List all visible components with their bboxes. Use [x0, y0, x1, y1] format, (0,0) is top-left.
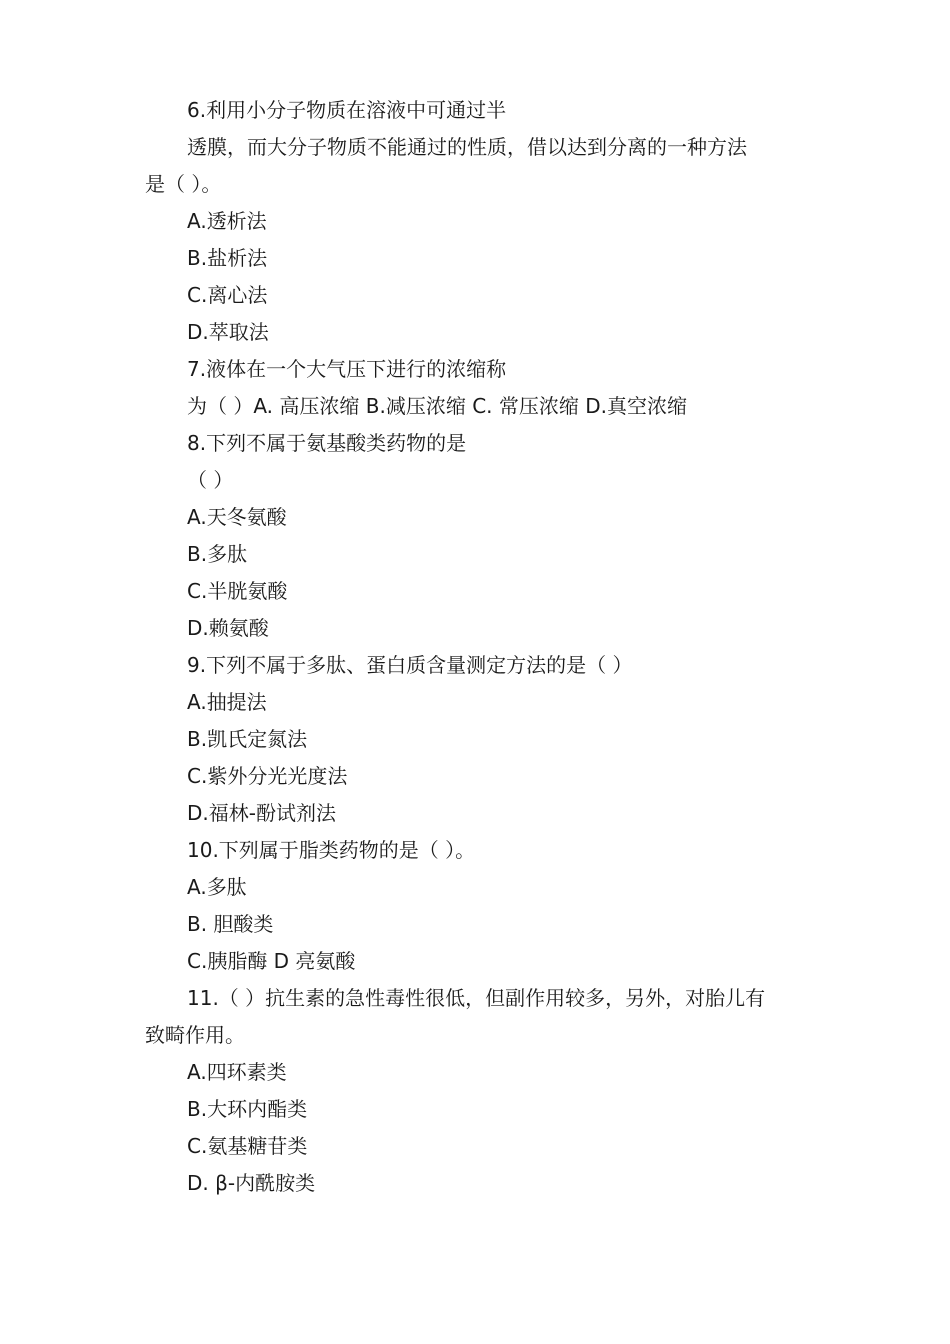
question-7-stem-line-1: 7.液体在一个大气压下进行的浓缩称 [187, 357, 507, 381]
question-8-option-c: C.半胱氨酸 [187, 579, 288, 603]
question-6-option-a: A.透析法 [187, 209, 267, 233]
question-9-stem: 9.下列不属于多肽、蛋白质含量测定方法的是（ ） [187, 653, 633, 677]
question-9-option-b: B.凯氏定氮法 [187, 727, 308, 751]
question-9-option-c: C.紫外分光光度法 [187, 764, 348, 788]
question-11-option-c: C.氨基糖苷类 [187, 1134, 308, 1158]
question-8-option-a: A.天冬氨酸 [187, 505, 287, 529]
question-6-option-d: D.萃取法 [187, 320, 269, 344]
question-11-option-d: D. β-内酰胺类 [187, 1171, 316, 1195]
question-9-option-d: D.福林-酚试剂法 [187, 801, 336, 825]
question-10-option-a: A.多肽 [187, 875, 247, 899]
document-body [145, 92, 810, 1202]
question-7-stem-line-2: 为（ ）A. 高压浓缩 B.减压浓缩 C. 常压浓缩 D.真空浓缩 [187, 394, 687, 418]
question-10-option-c-d: C.胰脂酶 D 亮氨酸 [187, 949, 356, 973]
question-8-stem-line-2: （ ） [187, 468, 234, 492]
question-10-option-b: B. 胆酸类 [187, 912, 274, 936]
question-6-option-c: C.离心法 [187, 283, 268, 307]
question-8-stem-line-1: 8.下列不属于氨基酸类药物的是 [187, 431, 467, 455]
question-8-option-b: B.多肽 [187, 542, 248, 566]
question-11-option-a: A.四环素类 [187, 1060, 287, 1084]
question-6-stem-line-3: 是（ ）。 [145, 172, 222, 196]
question-11-stem-line-2: 致畸作用。 [145, 1023, 245, 1047]
question-8-option-d: D.赖氨酸 [187, 616, 269, 640]
question-11-option-b: B.大环内酯类 [187, 1097, 308, 1121]
question-10-stem: 10.下列属于脂类药物的是（ ）。 [187, 838, 476, 862]
question-9-option-a: A.抽提法 [187, 690, 267, 714]
question-6-stem-line-2: 透膜，而大分子物质不能通过的性质，借以达到分离的一种方法 [187, 135, 747, 159]
question-6-stem-line-1: 6.利用小分子物质在溶液中可通过半 [187, 98, 507, 122]
question-6-option-b: B.盐析法 [187, 246, 268, 270]
question-11-stem-line-1: 11.（ ）抗生素的急性毒性很低，但副作用较多，另外，对胎儿有 [187, 986, 766, 1010]
